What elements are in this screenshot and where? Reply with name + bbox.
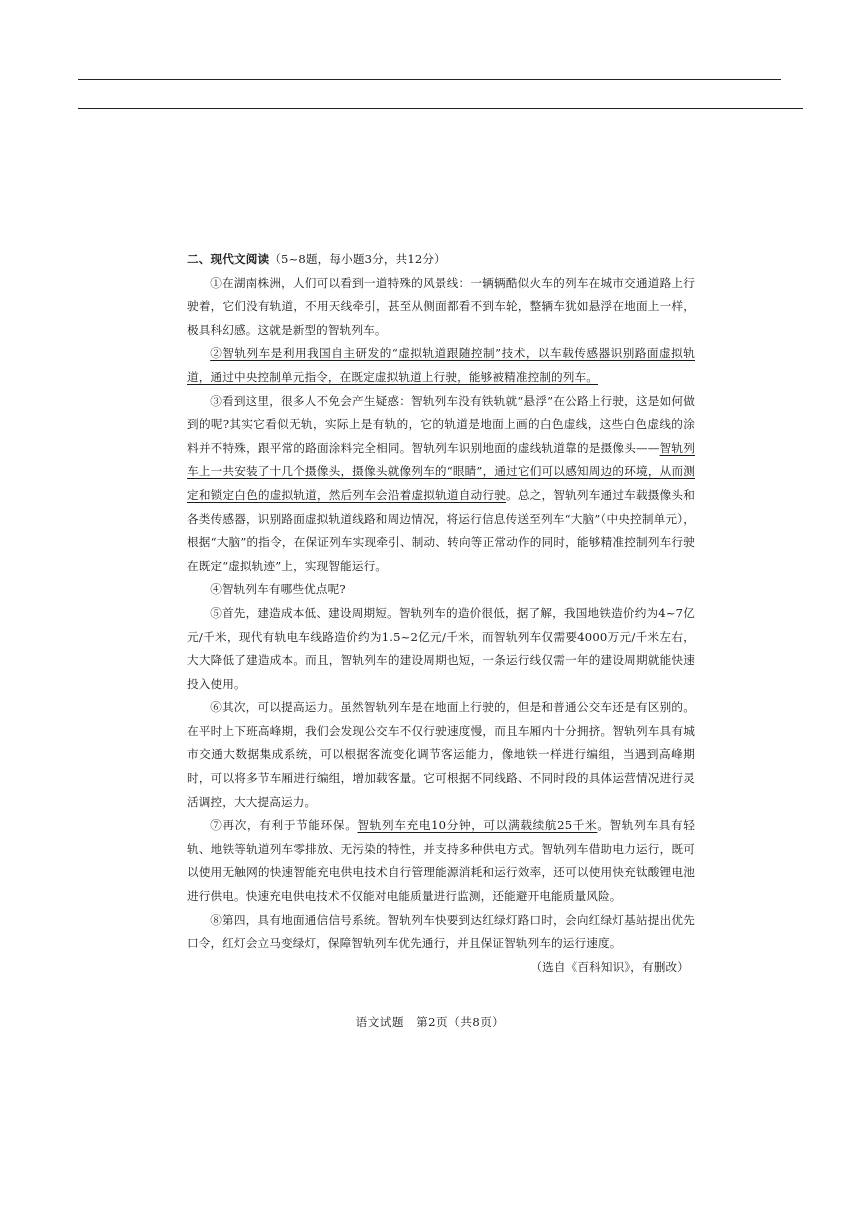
underlined-text: 智轨列车充电10分钟，可以满载续航25千米	[357, 818, 598, 833]
paragraph-text: ⑥其次，可以提高运力。虽然智轨列车是在地面上行驶的，但是和普通公交车还是有区别的。在平时上下班高峰期，我们会发现公交车不仅行驶速度慢，而且车厢内十分拥挤。智轨列车具有城市交通大数据集成系统，可以根据客流变化调节客运能力，像地铁一样进行编组，当遇到高峰期时，可以将多节车厢进行编组，增加载客量。它可根据不同线路、不同时段的具体运营情况进行灵活调控，大大提高运力。	[187, 700, 695, 809]
paragraph-p5	[187, 602, 695, 696]
underlined-text: ②智轨列车是利用我国自主研发的“虚拟轨道跟随控制”技术，以车载传感器识别路面虚拟轨道，通过中央控制单元指令，在既定虚拟轨道上行驶，能够被精准控制的列车。	[187, 346, 695, 384]
paragraph-p8	[187, 909, 695, 956]
paragraph-p4	[187, 578, 695, 602]
section-scoring-note: （5~8题，每小题3分，共12分）	[269, 252, 446, 266]
paragraph-p3	[187, 390, 695, 579]
section-title: 二、现代文阅读	[187, 252, 270, 266]
paragraph-p6	[187, 696, 695, 814]
source-citation: （选自《百科知识》，有删改）	[530, 959, 689, 974]
reading-passage	[187, 248, 695, 979]
paragraph-p2	[187, 342, 695, 389]
header-rule-bottom	[78, 108, 803, 109]
paragraph-text: ③看到这里，很多人不免会产生疑惑：智轨列车没有铁轨就“悬浮”在公路上行驶，这是如何做到的呢?其实它看似无轨，实际上是有轨的，它的轨道是地面上画的白色虚线，这些白色虚线的涂料并不特殊，跟平常的路面涂料完全相同。智轨列车识别地面的虚线轨道靠的是摄像头——	[187, 393, 695, 455]
paragraph-text: 。总之，智轨列车通过车载摄像头和各类传感器，识别路面虚拟轨道线路和周边情况，将运行信息传送至列车“大脑”（中央控制单元），根据“大脑”的指令，在保证列车实现牵引、制动、转向等正常动作的同时，能够精准控制列车行驶在既定“虚拟轨迹”上，实现智能运行。	[187, 487, 695, 573]
header-rule-top	[78, 79, 781, 80]
paragraph-text: ⑦再次，有利于节能环保。	[210, 818, 358, 833]
page-footer: 语文试题 第2页（共8页）	[355, 1015, 505, 1029]
paragraph-p1	[187, 272, 695, 343]
paragraph-p7	[187, 814, 695, 908]
paragraph-text: ⑤首先，建造成本低、建设周期短。智轨列车的造价很低，据了解，我国地铁造价约为4~7亿元/千米，现代有轨电车线路造价约为1.5~2亿元/千米，而智轨列车仅需要4000万元/千米左右，大大降低了建造成本。而且，智轨列车的建设周期也短，一条运行线仅需一年的建设周期就能快速投入使用。	[187, 605, 695, 691]
paragraph-list	[187, 272, 695, 956]
section-heading	[187, 248, 695, 272]
paragraph-text: 。智轨列车具有轻轨、地铁等轨道列车零排放、无污染的特性，并支持多种供电方式。智轨列车借助电力运行，既可以使用无触网的快速智能充电供电技术自行管理能源消耗和运行效率，还可以使用快充钛酸锂电池进行供电。快速充电供电技术不仅能对电能质量进行监测，还能避开电能质量风险。	[187, 818, 695, 904]
paragraph-text: ⑧第四，具有地面通信信号系统。智轨列车快要到达红绿灯路口时，会向红绿灯基站提出优先口令，红灯会立马变绿灯，保障智轨列车优先通行，并且保证智轨列车的运行速度。	[187, 912, 695, 951]
paragraph-text: ①在湖南株洲，人们可以看到一道特殊的风景线：一辆辆酷似火车的列车在城市交通道路上行驶着，它们没有轨道，不用天线牵引，甚至从侧面都看不到车轮，整辆车犹如悬浮在地面上一样，极具科幻感。这就是新型的智轨列车。	[187, 275, 695, 337]
underlined-text: 智轨列车上一共安装了十几个摄像头，摄像头就像列车的“眼睛”，通过它们可以感知周边的环境，从而测定和锁定白色的虚拟轨道，然后列车会沿着虚拟轨道自动行驶	[187, 440, 695, 502]
paragraph-text: ④智轨列车有哪些优点呢?	[210, 582, 346, 597]
